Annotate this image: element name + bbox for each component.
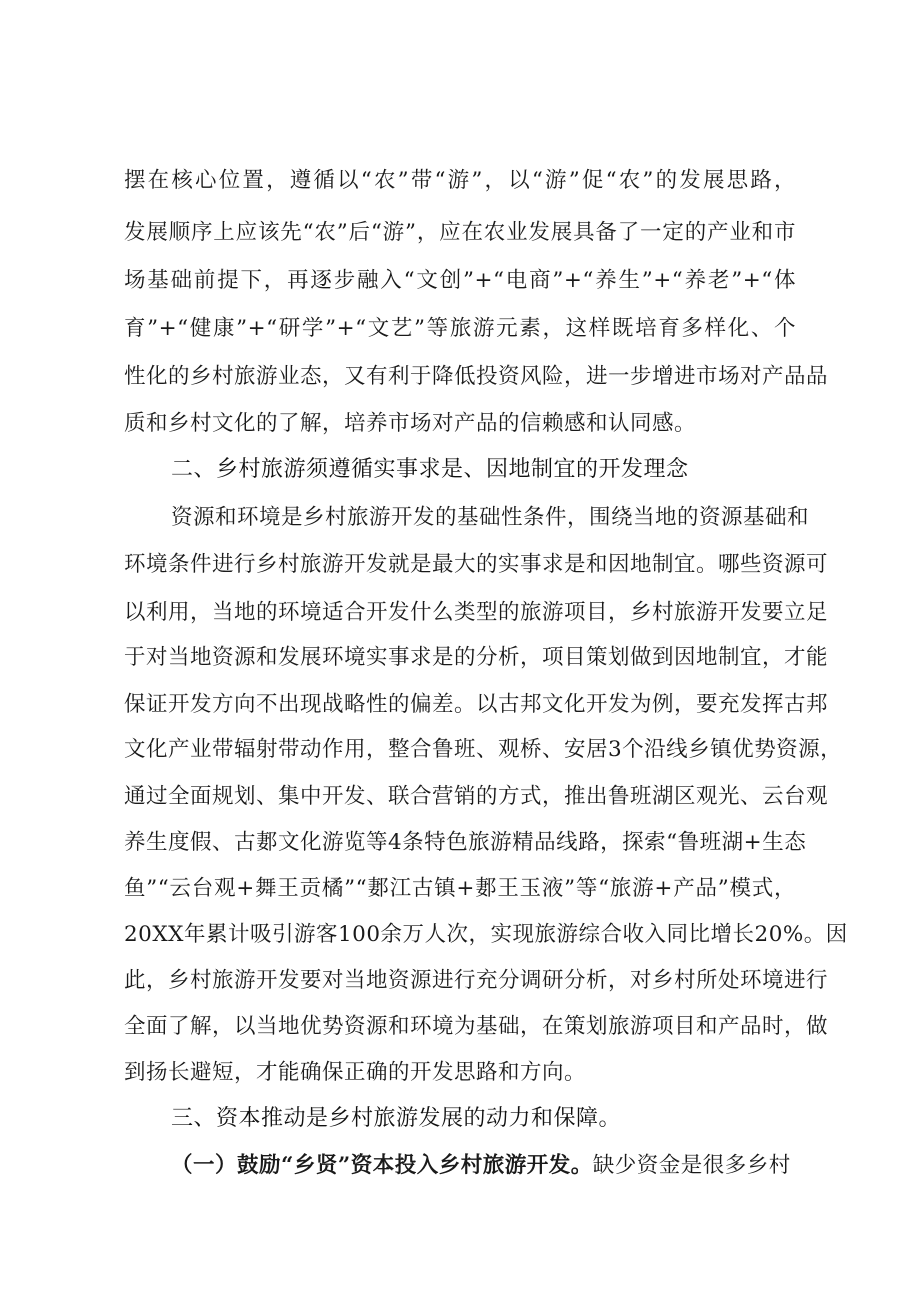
paragraph-line: 性化的乡村旅游业态，又有利于降低投资风险，进一步增进市场对产品品 — [124, 364, 829, 389]
paragraph-line: 资源和环境是乡村旅游开发的基础性条件，围绕当地的资源基础和 — [171, 505, 810, 530]
paragraph-line: 20XX年累计吸引游客100余万人次，实现旅游综合收入同比增长20%。因 — [124, 922, 848, 947]
section-heading: 二、乡村旅游须遵循实事求是、因地制宜的开发理念 — [171, 457, 689, 482]
paragraph-line: 文化产业带辐射带动作用，整合鲁班、观桥、安居3个沿线乡镇优势资源， — [124, 737, 843, 762]
paragraph-line: 发展顺序上应该先“农”后“游”，应在农业发展具备了一定的产业和市 — [124, 220, 796, 245]
paragraph-line: 以利用，当地的环境适合开发什么类型的旅游项目，乡村旅游开发要立足 — [124, 600, 829, 625]
paragraph-line: 保证开发方向不出现战略性的偏差。以古邦文化开发为例，要充发挥古邦 — [124, 692, 829, 717]
paragraph-line: 全面了解，以当地优势资源和环境为基础，在策划旅游项目和产品时，做 — [124, 1014, 829, 1039]
paragraph-line: 通过全面规划、集中开发、联合营销的方式，推出鲁班湖区观光、云台观 — [124, 784, 829, 809]
subsection-line — [171, 1151, 796, 1181]
subsection-heading: （一）鼓励“乡贤”资本投入乡村旅游开发。 — [171, 1153, 593, 1178]
subsection-text: 缺少资金是很多乡村 — [592, 1153, 791, 1178]
section-heading: 三、资本推动是乡村旅游发展的动力和保障。 — [171, 1106, 622, 1131]
paragraph-line: 育”+“健康”+“研学”+“文艺”等旅游元素，这样既培育多样化、个 — [124, 316, 796, 341]
paragraph-line: 鱼”“云台观+舞王贡橘”“郪江古镇+郪王玉液”等“旅游+产品”模式， — [124, 876, 796, 901]
paragraph-line: 环境条件进行乡村旅游开发就是最大的实事求是和因地制宜。哪些资源可 — [124, 552, 829, 577]
paragraph-line: 养生度假、古郪文化游览等4条特色旅游精品线路，探索“鲁班湖+生态 — [124, 830, 807, 855]
paragraph-line: 到扬长避短，才能确保正确的开发思路和方向。 — [124, 1060, 587, 1085]
paragraph-line: 此，乡村旅游开发要对当地资源进行充分调研分析，对乡村所处环境进行 — [124, 968, 829, 993]
paragraph-line: 于对当地资源和发展环境实事求是的分析，项目策划做到因地制宜，才能 — [124, 645, 829, 670]
paragraph-line: 质和乡村文化的了解，培养市场对产品的信赖感和认同感。 — [124, 411, 697, 436]
paragraph-line: 场基础前提下，再逐步融入“文创”+“电商”+“养生”+“养老”+“体 — [124, 268, 796, 293]
paragraph-line: 摆在核心位置，遵循以“农”带“游”，以“游”促“农”的发展思路， — [124, 168, 796, 193]
